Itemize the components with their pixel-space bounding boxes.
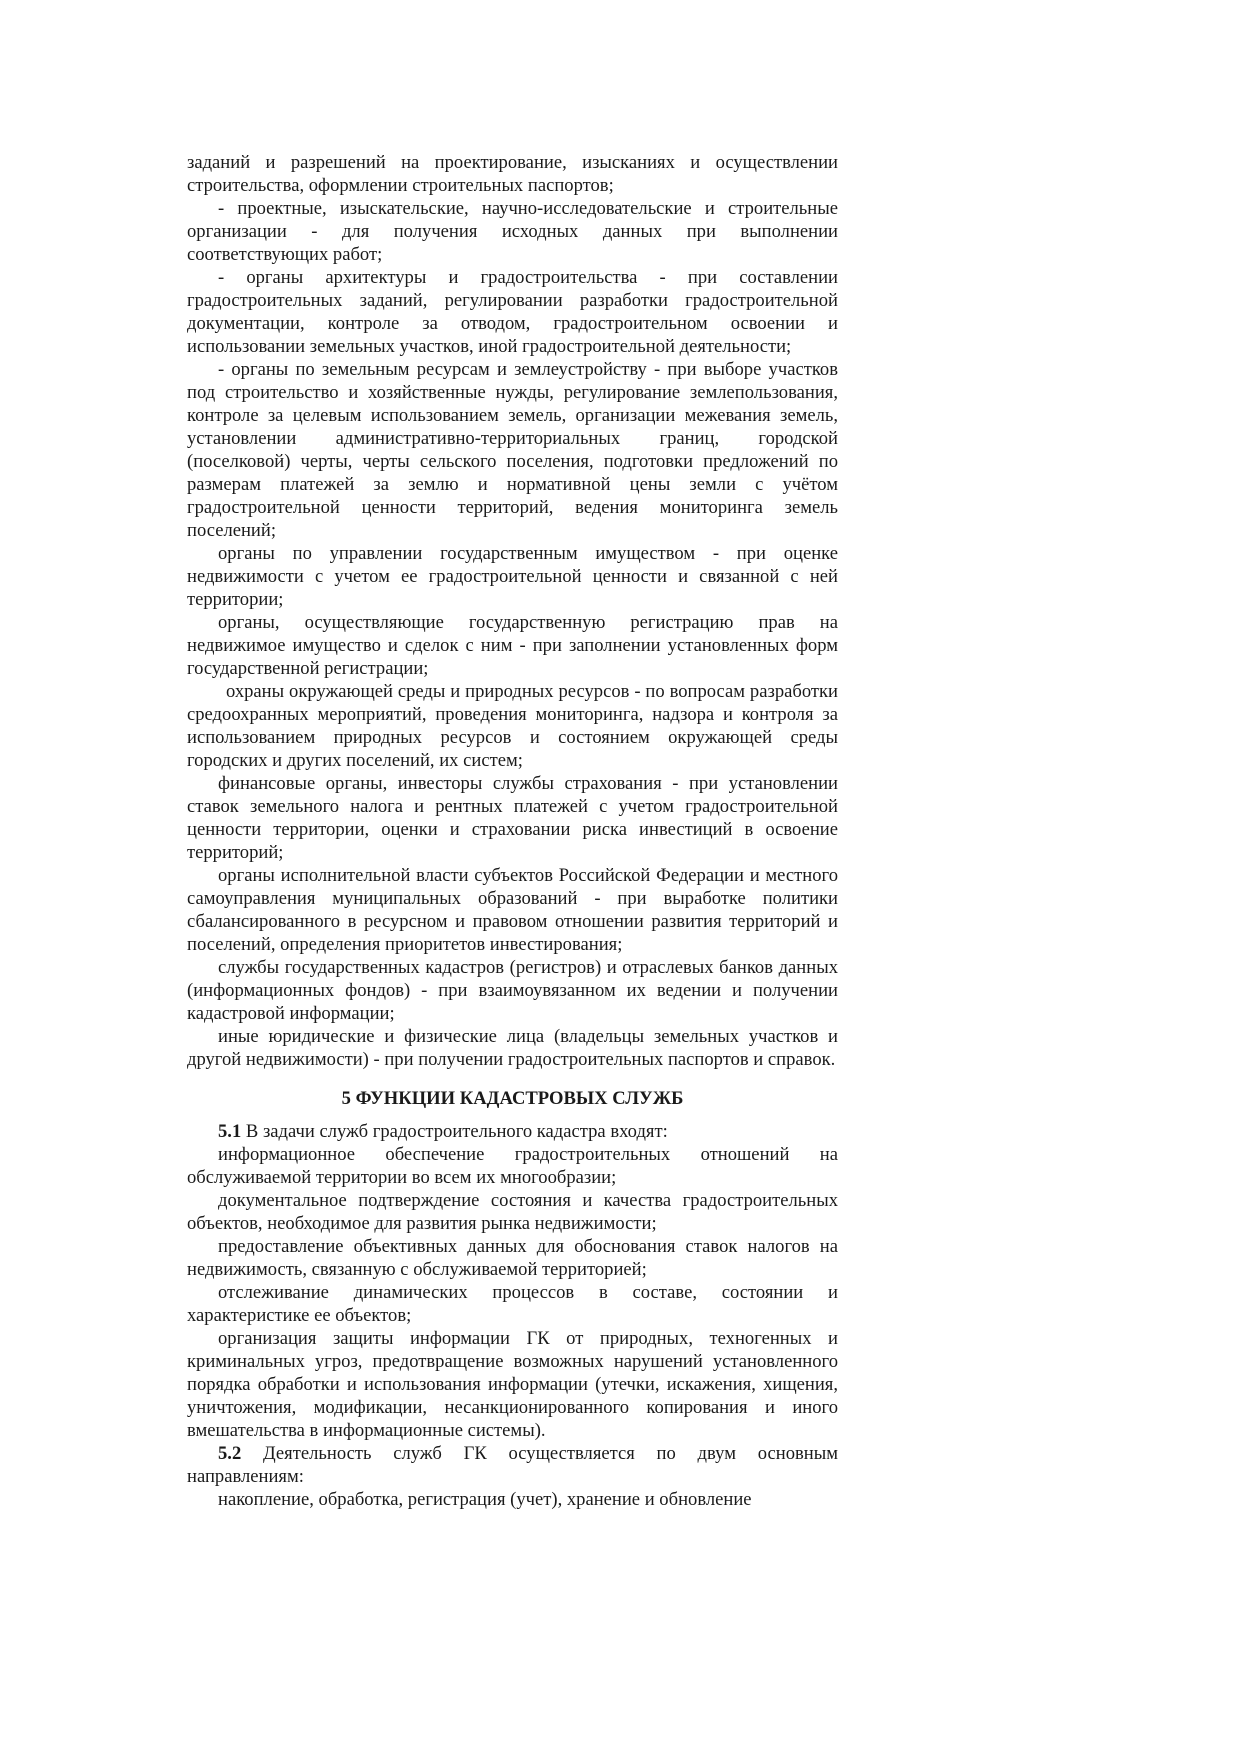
paragraph-5-1-1: документальное подтверждение состояния и качества градостроительных объектов, необходимое для развития рынка недвижимости;	[187, 1190, 838, 1234]
paragraph-0: заданий и разрешений на проектирование, изысканиях и осуществлении строительства, оформлении строительных паспортов;	[187, 152, 838, 196]
paragraph-4: органы по управлении государственным имуществом - при оценке недвижимости с учетом ее градостроительной ценности и связанной с ней территории;	[187, 543, 838, 610]
paragraph-5-1-3: отслеживание динамических процессов в составе, состоянии и характеристике ее объектов;	[187, 1282, 838, 1326]
paragraph-9: службы государственных кадастров (регистров) и отраслевых банков данных (информационных фондов) - при взаимоувязанном их ведении и получении кадастровой информации;	[187, 957, 838, 1024]
item-5-2-number: 5.2	[218, 1443, 242, 1464]
paragraph-5-1-0: информационное обеспечение градостроительных отношений на обслуживаемой территории во всем их многообразии;	[187, 1144, 838, 1188]
item-5-1	[187, 1120, 838, 1143]
paragraph-3: - органы по земельным ресурсам и землеустройству - при выборе участков под строительство и хозяйственные нужды, регулирование землепользования, контроле за целевым использованием земель, организации межевания земель, установлении административно-территориальных границ, городской (поселковой) черты, черты сельского поселения, подготовки предложений по размерам платежей за землю и нормативной цены земли с учётом градостроительной ценности территорий, ведения мониторинга земель поселений;	[187, 359, 838, 541]
paragraph-6: охраны окружающей среды и природных ресурсов - по вопросам разработки средоохранных мероприятий, проведения мониторинга, надзора и контроля за использованием природных ресурсов и состоянием окружающей среды городских и других поселений, их систем;	[187, 681, 838, 771]
section-heading: 5 ФУНКЦИИ КАДАСТРОВЫХ СЛУЖБ	[341, 1088, 684, 1109]
item-5-1-text: В задачи служб градостроительного кадастра входят:	[241, 1121, 668, 1142]
paragraph-10: иные юридические и физические лица (владельцы земельных участков и другой недвижимости) - при получении градостроительных паспортов и справок.	[187, 1026, 838, 1070]
paragraph-5: органы, осуществляющие государственную регистрацию прав на недвижимое имущество и сделок с ним - при заполнении установленных форм государственной регистрации;	[187, 612, 838, 679]
paragraph-1: - проектные, изыскательские, научно-исследовательские и строительные организации - для получения исходных данных при выполнении соответствующих работ;	[187, 198, 838, 265]
paragraph-2: - органы архитектуры и градостроительства - при составлении градостроительных заданий, регулировании разработки градостроительной документации, контроле за отводом, градостроительном освоении и использовании земельных участков, иной градостроительной деятельности;	[187, 267, 838, 357]
paragraph-5-1-4: организация защиты информации ГК от природных, техногенных и криминальных угроз, предотвращение возможных нарушений установленного порядка обработки и использования информации (утечки, искажения, хищения, уничтожения, модификации, несанкционированного копирования и иного вмешательства в информационные системы).	[187, 1328, 838, 1441]
document-page	[187, 151, 838, 1511]
paragraph-7: финансовые органы, инвесторы службы страхования - при установлении ставок земельного налога и рентных платежей с учетом градостроительной ценности территории, оценки и страховании риска инвестиций в освоение территорий;	[187, 773, 838, 863]
paragraph-8: органы исполнительной власти субъектов Российской Федерации и местного самоуправления муниципальных образований - при выработке политики сбалансированного в ресурсном и правовом отношении развития территорий и поселений, определения приоритетов инвестирования;	[187, 865, 838, 955]
item-5-1-number: 5.1	[218, 1121, 242, 1142]
paragraph-5-2-0: накопление, обработка, регистрация (учет), хранение и обновление	[218, 1489, 752, 1510]
item-5-2-text: Деятельность служб ГК осуществляется по двум основным направлениям:	[187, 1443, 838, 1487]
paragraph-5-1-2: предоставление объективных данных для обоснования ставок налогов на недвижимость, связанную с обслуживаемой территорией;	[187, 1236, 838, 1280]
item-5-2	[187, 1442, 838, 1488]
